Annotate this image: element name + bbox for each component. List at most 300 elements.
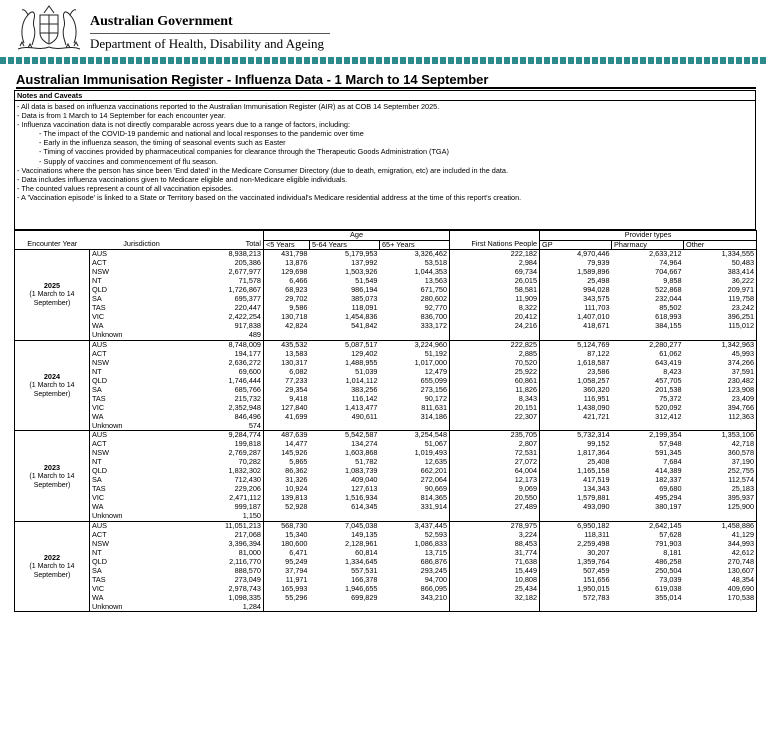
table-row	[15, 485, 757, 494]
age-65plus-cell: 662,201	[420, 467, 448, 476]
other-cell: 125,900	[684, 503, 757, 512]
other-cell: 1,353,106	[684, 431, 757, 440]
table-row	[15, 576, 757, 585]
other-cell: 115,012	[684, 322, 757, 331]
jurisdiction-cell: ACT	[90, 259, 194, 268]
total-cell: 9,284,774	[194, 431, 264, 440]
other-cell	[684, 331, 757, 340]
pharmacy-cell: 61,062	[659, 349, 682, 358]
jurisdiction-cell: AUS	[90, 250, 194, 259]
other-cell: 344,993	[684, 540, 757, 549]
under5-cell: 11,971	[264, 576, 310, 585]
gp-cell: 1,058,257	[540, 376, 612, 385]
encounter-year-cell	[15, 340, 90, 431]
jurisdiction-cell: AUS	[90, 340, 194, 349]
under5-cell: 9,418	[264, 395, 310, 404]
pharmacy-cell: 520,092	[655, 403, 682, 412]
jurisdiction-cell: Unknown	[90, 512, 194, 521]
col-first-nations: First Nations People	[450, 240, 540, 250]
table-row	[15, 540, 757, 549]
jurisdiction-cell: AUS	[90, 431, 194, 440]
page-header	[0, 0, 768, 58]
age-65plus-cell: 3,224,960	[380, 340, 450, 349]
other-cell: 394,766	[684, 404, 757, 413]
other-cell: 42,718	[684, 440, 757, 449]
age-5-64-cell: 383,256	[351, 385, 378, 394]
age-65plus-cell: 293,245	[420, 566, 448, 575]
age-group-header: Age	[264, 231, 450, 241]
age-65plus-cell: 90,172	[424, 394, 448, 403]
total-cell: 199,818	[234, 439, 261, 449]
other-cell: 209,971	[684, 286, 757, 295]
table-row	[15, 286, 757, 295]
age-65plus-cell: 671,750	[420, 285, 448, 295]
gp-cell: 1,950,015	[540, 585, 612, 594]
table-row	[15, 413, 757, 422]
jurisdiction-cell: SA	[90, 295, 194, 304]
under5-cell: 568,730	[264, 521, 310, 530]
age-65plus-cell: 836,700	[420, 313, 448, 322]
other-cell: 112,363	[684, 413, 757, 422]
jurisdiction-cell: Unknown	[90, 331, 194, 340]
total-cell: 695,377	[234, 294, 261, 304]
first-nations-cell: 60,861	[450, 376, 540, 385]
first-nations-cell: 70,520	[450, 358, 540, 367]
other-cell: 374,266	[684, 358, 757, 367]
under5-cell: 41,699	[264, 413, 310, 422]
pharmacy-cell: 75,372	[659, 394, 682, 403]
total-cell: 1,726,867	[228, 285, 261, 295]
pharmacy-cell: 355,014	[655, 593, 682, 603]
age-5-64-cell: 699,829	[351, 593, 378, 603]
jurisdiction-cell: NT	[90, 277, 194, 286]
first-nations-cell: 20,412	[450, 313, 540, 322]
total-cell: 1,284	[194, 603, 264, 612]
gp-cell: 23,586	[540, 367, 612, 376]
age-5-64-cell: 1,014,112	[345, 376, 378, 385]
col-pharmacy: Pharmacy	[612, 240, 684, 250]
first-nations-cell: 10,808	[450, 576, 540, 585]
table-row	[15, 567, 757, 576]
under5-cell: 13,876	[264, 259, 310, 268]
age-65plus-cell: 3,326,462	[380, 250, 450, 259]
age-65plus-cell: 686,876	[420, 557, 448, 566]
pharmacy-cell: 85,502	[659, 304, 682, 313]
note-line: - Vaccinations where the person has since been 'End dated' in the Medicare Consumer Directory (due to death, emigration, etc) are included in the data.	[17, 165, 509, 175]
under5-cell: 130,718	[264, 313, 310, 322]
first-nations-cell: 32,182	[450, 594, 540, 603]
age-65plus-cell: 90,669	[424, 485, 448, 494]
age-5-64-cell	[310, 422, 380, 431]
first-nations-cell: 64,004	[450, 467, 540, 476]
under5-cell: 180,600	[264, 540, 310, 549]
age-5-64-cell: 5,542,587	[310, 431, 380, 440]
gp-cell: 25,498	[540, 277, 612, 286]
first-nations-cell: 235,705	[450, 431, 540, 440]
total-cell: 220,447	[234, 304, 261, 313]
gp-cell: 507,459	[540, 567, 612, 576]
government-name: Australian Government	[90, 14, 233, 29]
col-5-64: 5-64 Years	[310, 240, 380, 250]
other-cell	[684, 603, 757, 612]
table-row	[15, 404, 757, 413]
age-65plus-cell: 92,770	[424, 304, 448, 313]
jurisdiction-cell: WA	[90, 503, 194, 512]
total-cell: 846,496	[234, 412, 261, 421]
age-65plus-cell: 1,017,000	[414, 358, 448, 367]
pharmacy-cell: 591,345	[655, 448, 682, 458]
jurisdiction-cell: SA	[90, 386, 194, 395]
pharmacy-cell: 312,412	[655, 412, 682, 421]
jurisdiction-cell: NSW	[90, 268, 194, 277]
other-cell	[684, 512, 757, 521]
jurisdiction-cell: NT	[90, 549, 194, 558]
gp-cell: 1,579,881	[540, 494, 612, 503]
jurisdiction-cell: NSW	[90, 449, 194, 458]
pharmacy-cell: 619,038	[655, 584, 682, 593]
col-other: Other	[684, 240, 757, 250]
header-divider	[90, 33, 330, 34]
first-nations-cell: 24,216	[450, 322, 540, 331]
under5-cell: 129,698	[264, 268, 310, 277]
age-5-64-cell: 541,842	[351, 322, 378, 331]
first-nations-cell: 27,072	[450, 458, 540, 467]
total-cell: 1,150	[242, 512, 261, 521]
note-line: - Data includes influenza vaccinations given to Medicare eligible and non-Medicare eligible individuals.	[17, 174, 348, 184]
total-cell: 2,636,272	[228, 358, 261, 367]
table-row	[15, 422, 757, 431]
other-cell: 123,908	[684, 386, 757, 395]
col-encounter-year: Encounter Year	[15, 240, 90, 250]
gp-cell: 25,408	[540, 458, 612, 467]
first-nations-cell: 222,825	[450, 340, 540, 349]
pharmacy-cell: 618,993	[655, 313, 682, 322]
encounter-year: 2022	[43, 553, 61, 563]
under5-cell: 37,794	[264, 567, 310, 576]
other-cell: 23,409	[684, 395, 757, 404]
gp-cell: 151,656	[540, 576, 612, 585]
department-name: Department of Health, Disability and Ageing	[90, 36, 324, 51]
pharmacy-cell: 57,628	[659, 530, 682, 539]
under5-cell: 165,993	[264, 585, 310, 594]
other-cell: 42,612	[684, 549, 757, 558]
age-5-64-cell: 129,402	[351, 349, 378, 358]
age-65plus-cell: 3,437,445	[380, 521, 450, 530]
pharmacy-cell: 704,667	[655, 267, 682, 277]
pharmacy-cell: 8,181	[663, 548, 682, 557]
table-row	[15, 458, 757, 467]
gp-cell: 30,207	[540, 549, 612, 558]
age-65plus-cell: 314,186	[420, 412, 448, 421]
first-nations-cell	[450, 512, 540, 521]
age-5-64-cell: 60,814	[355, 548, 378, 557]
first-nations-cell: 278,975	[450, 521, 540, 530]
age-65plus-cell: 331,914	[420, 503, 448, 512]
jurisdiction-cell: AUS	[90, 521, 194, 530]
under5-cell: 9,586	[264, 304, 310, 313]
age-65plus-cell: 655,099	[420, 376, 448, 385]
first-nations-cell	[450, 422, 540, 431]
table-row	[15, 603, 757, 612]
total-cell: 273,049	[234, 575, 261, 584]
age-5-64-cell	[310, 603, 380, 612]
age-65plus-cell	[380, 331, 450, 340]
age-65plus-cell: 12,479	[424, 367, 448, 376]
gp-cell: 1,407,010	[540, 313, 612, 322]
gp-cell: 79,939	[540, 259, 612, 268]
total-cell: 489	[248, 331, 261, 340]
under5-cell: 95,249	[264, 558, 310, 567]
first-nations-cell: 20,151	[450, 404, 540, 413]
age-5-64-cell: 1,488,955	[345, 358, 378, 367]
jurisdiction-cell: NSW	[90, 358, 194, 367]
age-5-64-cell: 134,274	[351, 439, 378, 449]
under5-cell: 29,354	[264, 386, 310, 395]
age-65plus-cell: 1,019,493	[414, 448, 448, 458]
jurisdiction-cell: WA	[90, 413, 194, 422]
first-nations-cell: 15,449	[450, 567, 540, 576]
jurisdiction-cell: QLD	[90, 558, 194, 567]
other-cell: 270,748	[684, 558, 757, 567]
total-cell: 574	[248, 421, 261, 430]
jurisdiction-cell: WA	[90, 322, 194, 331]
age-5-64-cell: 1,083,739	[345, 467, 378, 476]
jurisdiction-cell: VIC	[90, 585, 194, 594]
gp-cell: 5,732,314	[540, 431, 612, 440]
total-cell: 2,677,977	[228, 267, 261, 277]
under5-cell: 29,702	[264, 295, 310, 304]
age-5-64-cell: 1,603,868	[345, 448, 378, 458]
under5-cell: 6,471	[264, 549, 310, 558]
note-line: - Influenza vaccination data is not directly comparable across years due to a range of factors, including:	[17, 120, 350, 130]
under5-cell: 435,532	[264, 340, 310, 349]
gp-cell: 5,124,769	[540, 340, 612, 349]
encounter-period: (1 March to 14 September)	[29, 472, 75, 489]
other-cell: 48,354	[684, 576, 757, 585]
pharmacy-cell: 8,423	[663, 367, 682, 376]
first-nations-cell: 25,434	[450, 585, 540, 594]
col-65plus: 65+ Years	[380, 240, 450, 250]
total-cell: 712,430	[234, 476, 261, 485]
jurisdiction-cell: QLD	[90, 286, 194, 295]
age-5-64-cell	[310, 331, 380, 340]
table-row	[15, 494, 757, 503]
note-line: - Timing of vaccines provided by pharmaceutical companies for clearance through the Therapeutic Goods Administration (TGA)	[39, 147, 449, 157]
gp-cell: 2,259,498	[540, 540, 612, 549]
table-row	[15, 386, 757, 395]
other-cell: 1,342,963	[684, 340, 757, 349]
under5-cell: 5,865	[264, 458, 310, 467]
gp-cell	[540, 603, 612, 612]
under5-cell: 6,082	[264, 367, 310, 376]
table-row	[15, 558, 757, 567]
gp-cell: 343,575	[540, 295, 612, 304]
age-5-64-cell: 557,531	[351, 566, 378, 575]
first-nations-cell: 71,638	[450, 558, 540, 567]
first-nations-cell: 27,489	[450, 503, 540, 512]
table-row	[15, 376, 757, 385]
pharmacy-cell: 9,858	[663, 276, 682, 286]
first-nations-cell: 11,909	[450, 295, 540, 304]
age-65plus-cell: 51,192	[424, 349, 448, 358]
age-65plus-cell: 94,700	[424, 575, 448, 584]
age-5-64-cell: 1,334,645	[345, 557, 378, 566]
other-cell: 41,129	[684, 530, 757, 539]
note-line: - Data is from 1 March to 14 September for each encounter year.	[17, 111, 226, 121]
gp-cell: 116,951	[540, 395, 612, 404]
page-title: Australian Immunisation Register - Influenza Data - 1 March to 14 September	[16, 72, 489, 87]
jurisdiction-cell: TAS	[90, 395, 194, 404]
jurisdiction-cell: ACT	[90, 530, 194, 539]
other-cell: 130,607	[684, 567, 757, 576]
jurisdiction-cell: ACT	[90, 440, 194, 449]
gp-cell: 493,090	[540, 503, 612, 512]
table-row	[15, 331, 757, 340]
age-5-64-cell: 5,179,953	[310, 250, 380, 259]
age-5-64-cell: 118,091	[351, 304, 378, 313]
other-cell: 360,578	[684, 449, 757, 458]
table-row	[15, 395, 757, 404]
under5-cell	[264, 331, 310, 340]
under5-cell: 10,924	[264, 485, 310, 494]
first-nations-cell: 58,581	[450, 286, 540, 295]
gp-cell: 1,817,364	[540, 449, 612, 458]
age-5-64-cell: 51,549	[355, 276, 378, 286]
gp-cell: 87,122	[540, 349, 612, 358]
jurisdiction-cell: SA	[90, 476, 194, 485]
pharmacy-cell: 201,538	[655, 385, 682, 394]
first-nations-cell: 88,453	[450, 540, 540, 549]
first-nations-cell: 8,322	[450, 304, 540, 313]
encounter-period: (1 March to 14 September)	[29, 382, 75, 399]
age-65plus-cell: 866,095	[420, 584, 448, 593]
under5-cell	[264, 603, 310, 612]
gp-cell: 417,519	[540, 476, 612, 485]
under5-cell: 13,583	[264, 349, 310, 358]
gp-cell: 1,165,158	[540, 467, 612, 476]
pharmacy-cell: 486,258	[655, 557, 682, 566]
first-nations-cell	[450, 331, 540, 340]
first-nations-cell: 26,015	[450, 277, 540, 286]
gp-cell: 118,311	[540, 530, 612, 539]
pharmacy-cell	[612, 331, 684, 340]
age-65plus-cell: 51,067	[424, 439, 448, 449]
age-65plus-cell: 280,602	[420, 294, 448, 304]
age-5-64-cell: 166,378	[351, 575, 378, 584]
gp-cell: 111,703	[540, 304, 612, 313]
under5-cell: 145,926	[264, 449, 310, 458]
total-cell: 217,068	[234, 530, 261, 539]
total-cell: 71,578	[238, 276, 261, 286]
age-5-64-cell: 137,992	[351, 258, 378, 267]
other-cell: 383,414	[684, 268, 757, 277]
table-row	[15, 313, 757, 322]
pharmacy-cell: 7,684	[663, 458, 682, 467]
other-cell: 37,591	[684, 367, 757, 376]
other-cell: 23,242	[684, 304, 757, 313]
first-nations-cell: 22,307	[450, 413, 540, 422]
age-65plus-cell: 1,044,353	[414, 267, 448, 277]
first-nations-cell	[450, 603, 540, 612]
jurisdiction-cell: NT	[90, 458, 194, 467]
age-5-64-cell: 490,611	[351, 412, 378, 421]
under5-cell: 15,340	[264, 530, 310, 539]
other-cell: 170,538	[684, 594, 757, 603]
gp-cell: 1,359,764	[540, 558, 612, 567]
age-5-64-cell: 51,782	[355, 458, 378, 467]
age-65plus-cell	[380, 422, 450, 431]
pharmacy-cell: 791,903	[655, 539, 682, 548]
gp-cell: 418,671	[540, 322, 612, 331]
gp-cell: 1,438,090	[540, 404, 612, 413]
gp-cell: 1,618,587	[540, 358, 612, 367]
jurisdiction-cell: TAS	[90, 485, 194, 494]
table-row	[15, 322, 757, 331]
under5-cell: 55,296	[264, 594, 310, 603]
total-cell: 2,116,770	[229, 557, 261, 566]
first-nations-cell: 20,550	[450, 494, 540, 503]
age-5-64-cell: 1,516,934	[345, 494, 378, 503]
under5-cell: 139,813	[264, 494, 310, 503]
pharmacy-cell: 380,197	[655, 503, 682, 512]
other-cell: 50,483	[684, 259, 757, 268]
total-cell: 2,352,948	[228, 403, 261, 412]
first-nations-cell: 2,984	[450, 259, 540, 268]
other-cell: 37,190	[684, 458, 757, 467]
first-nations-cell: 2,885	[450, 349, 540, 358]
table-row	[15, 440, 757, 449]
age-65plus-cell: 52,593	[424, 530, 448, 539]
jurisdiction-cell: NT	[90, 367, 194, 376]
table-row	[15, 585, 757, 594]
age-5-64-cell: 5,087,517	[310, 340, 380, 349]
encounter-period: (1 March to 14 September)	[29, 291, 75, 308]
under5-cell: 52,928	[264, 503, 310, 512]
header-stripe	[0, 57, 768, 64]
gp-cell: 1,589,896	[540, 268, 612, 277]
coat-of-arms-icon	[14, 3, 84, 53]
jurisdiction-cell: WA	[90, 594, 194, 603]
note-line: - Supply of vaccines and commencement of flu season.	[39, 156, 218, 166]
table-row	[15, 358, 757, 367]
table-row	[15, 250, 757, 259]
pharmacy-cell: 73,039	[659, 575, 682, 584]
total-cell: 1,746,444	[228, 376, 261, 385]
pharmacy-cell: 57,948	[659, 439, 682, 449]
total-cell: 1,832,302	[228, 467, 261, 476]
under5-cell	[264, 422, 310, 431]
other-cell: 45,993	[684, 349, 757, 358]
age-5-64-cell: 149,135	[351, 530, 378, 539]
table-row	[15, 449, 757, 458]
jurisdiction-cell: SA	[90, 567, 194, 576]
table-row	[15, 349, 757, 358]
age-5-64-cell: 2,128,961	[345, 539, 378, 548]
age-65plus-cell: 273,156	[420, 385, 448, 394]
gp-cell: 360,320	[540, 386, 612, 395]
note-line: - All data is based on influenza vaccinations reported to the Australian Immunisation Register (AIR) as at COB 14 September 2025.	[17, 102, 440, 111]
total-cell: 1,098,335	[228, 593, 261, 603]
jurisdiction-cell: TAS	[90, 576, 194, 585]
first-nations-cell: 12,173	[450, 476, 540, 485]
other-cell	[684, 422, 757, 431]
encounter-year-cell	[15, 431, 90, 522]
total-cell: 81,000	[238, 548, 261, 557]
table-row	[15, 521, 757, 530]
age-5-64-cell: 116,142	[351, 394, 378, 403]
under5-cell	[264, 512, 310, 521]
col-under5: <5 Years	[264, 240, 310, 250]
